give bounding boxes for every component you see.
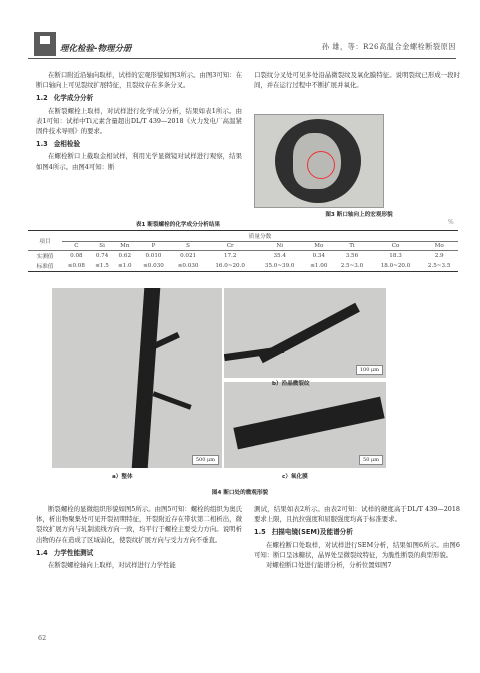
table-column-header: S bbox=[171, 242, 206, 251]
table-cell: ≤0.08 bbox=[62, 261, 91, 272]
crack-band bbox=[132, 288, 161, 468]
table-column-header: Ni bbox=[255, 242, 305, 251]
table-column-header: C bbox=[62, 242, 91, 251]
figure-4-micrographs bbox=[52, 288, 428, 484]
panel-label-a: a）整体 bbox=[112, 474, 133, 480]
paragraph: 在螺栓断口上截取金相试样，利用光学显微镜对试样进行观察，结果如图4所示。由图4可知：断 bbox=[36, 152, 242, 171]
table-cell: 0.34 bbox=[304, 251, 333, 262]
paragraph: 在断口附近沿轴向取样，试样的宏观形貌如图3所示。由图3可知：在断口轴向上可见裂纹扩展特征，且裂纹存在多条分叉。 bbox=[36, 71, 242, 90]
left-column-bottom bbox=[36, 504, 242, 570]
table-cell: 16.0~20.0 bbox=[205, 261, 255, 272]
section-heading-1-3: 1.3 金相检验 bbox=[36, 140, 81, 149]
section-heading-1-4: 1.4 力学性能测试 bbox=[36, 548, 94, 557]
paragraph: 在断裂螺栓上取样，对试样进行化学成分分析，结果如表1所示。由表1可知：试样中Ti元素含量超出DL/T 439—2018《火力发电厂高温紧固件技术导则》的要求。 bbox=[36, 106, 242, 136]
table-cell: 0.021 bbox=[171, 251, 206, 262]
table-1-caption: 表1 断裂螺栓的化学成分分析结果 bbox=[135, 222, 221, 228]
table-row-label: 实测值 bbox=[28, 251, 62, 262]
figure-3-macro-photo bbox=[254, 114, 384, 208]
header-rule bbox=[28, 58, 456, 59]
table-cell: 2.5~3.5 bbox=[420, 261, 458, 272]
journal-name: 理化检验-物理分册 bbox=[60, 44, 132, 54]
paragraph: 在螺栓断口处取样，对试样进行SEM分析，结果如图6所示。由图6可知：断口呈冰糖状，晶界处呈微裂纹特征，为脆性断裂的典型形貌。 bbox=[254, 540, 460, 559]
left-column-top bbox=[36, 70, 242, 172]
table-cell: 3.56 bbox=[333, 251, 371, 262]
table-column-header: Mo bbox=[420, 242, 458, 251]
scale-bar-b: 100 μm bbox=[356, 365, 383, 375]
table-cell: 18.0~20.0 bbox=[371, 261, 421, 272]
crack-highlight-circle bbox=[307, 151, 335, 179]
section-heading-1-2: 1.2 化学成分分析 bbox=[36, 94, 94, 103]
table-cell: ≤1.5 bbox=[91, 261, 114, 272]
crack-branch bbox=[152, 391, 191, 409]
table-column-header: Si bbox=[91, 242, 114, 251]
table-cell: 2.5~3.0 bbox=[333, 261, 371, 272]
table-unit: % bbox=[448, 219, 454, 226]
table-cell: ≤1.00 bbox=[304, 261, 333, 272]
table-cell: ≤0.030 bbox=[171, 261, 206, 272]
paragraph: 断裂螺栓的显微组织形貌如图5所示。由图5可知：螺栓的组织为奥氏体，析出物聚集处可见开裂初期特征，开裂附近存在带状第二相析出，微裂纹扩展方向与轧制流线方向一致，均平行于螺栓主要受力方向。说明析出物的存在造成了区域弱化，使裂纹扩展方向与受力方向不垂直。 bbox=[36, 505, 242, 544]
table-row bbox=[28, 251, 458, 262]
journal-logo bbox=[34, 32, 56, 56]
scale-bar-a: 500 μm bbox=[192, 455, 219, 465]
table-cell: 0.62 bbox=[113, 251, 136, 262]
oxide-crack bbox=[233, 397, 384, 450]
running-title: 孙 雄，等：R26高温合金螺栓断裂原因 bbox=[321, 42, 456, 51]
page-number: 62 bbox=[38, 634, 47, 642]
section-heading-1-5: 1.5 扫描电镜(SEM)及能谱分析 bbox=[254, 528, 353, 537]
table-column-header: Mn bbox=[113, 242, 136, 251]
paragraph: 测试，结果如表2所示。由表2可知：试样的硬度高于DL/T 439—2018要求上限，且抗拉强度和屈服强度均高于标准要求。 bbox=[254, 505, 460, 524]
table-cell: 0.74 bbox=[91, 251, 114, 262]
crack-branch bbox=[224, 346, 284, 361]
table-cell: 0.08 bbox=[62, 251, 91, 262]
table-cell: 0.010 bbox=[136, 251, 171, 262]
paragraph: 对螺栓断口处进行能谱分析，分析位置如图7 bbox=[266, 561, 392, 570]
table-cell: 35.4 bbox=[255, 251, 305, 262]
table-column-header: Co bbox=[371, 242, 421, 251]
table-row-label: 标准值 bbox=[28, 261, 62, 272]
scale-bar-c: 50 μm bbox=[359, 455, 383, 465]
table-column-header: Mo bbox=[304, 242, 333, 251]
table-cell: ≤0.030 bbox=[136, 261, 171, 272]
micrograph-a-overall bbox=[52, 288, 222, 468]
figure-4-caption: 图4 断口处的微观形貌 bbox=[211, 490, 269, 496]
table-column-headers bbox=[28, 242, 458, 251]
panel-label-b: b）沿晶微裂纹 bbox=[272, 381, 310, 387]
panel-label-c: c）氧化膜 bbox=[282, 474, 308, 480]
table-row bbox=[28, 261, 458, 272]
table-1 bbox=[28, 230, 458, 272]
table-group-header: 质量分数 bbox=[62, 231, 458, 242]
table-row-header: 项目 bbox=[28, 231, 62, 251]
micrograph-b-intergranular bbox=[224, 288, 386, 378]
page-header bbox=[28, 28, 456, 58]
right-column-top bbox=[254, 70, 460, 90]
table-cell: 2.9 bbox=[420, 251, 458, 262]
table-cell: 17.2 bbox=[205, 251, 255, 262]
table-cell: 35.0~39.0 bbox=[255, 261, 305, 272]
paragraph: 在断裂螺栓轴向上取样，对试样进行力学性能 bbox=[48, 561, 176, 570]
paragraph: 口裂纹分叉处可见多处沿晶微裂纹及氧化膜特征。说明裂纹已形成一段时间，并在运行过程中不断扩展并氧化。 bbox=[254, 71, 460, 90]
figure-3-caption: 图3 断口轴向上的宏观形貌 bbox=[325, 212, 393, 218]
table-column-header: Cr bbox=[205, 242, 255, 251]
right-column-bottom bbox=[254, 504, 460, 570]
micrograph-c-oxide bbox=[224, 382, 386, 468]
table-column-header: Ti bbox=[333, 242, 371, 251]
table-cell: 18.3 bbox=[371, 251, 421, 262]
table-cell: ≤1.0 bbox=[113, 261, 136, 272]
table-column-header: P bbox=[136, 242, 171, 251]
